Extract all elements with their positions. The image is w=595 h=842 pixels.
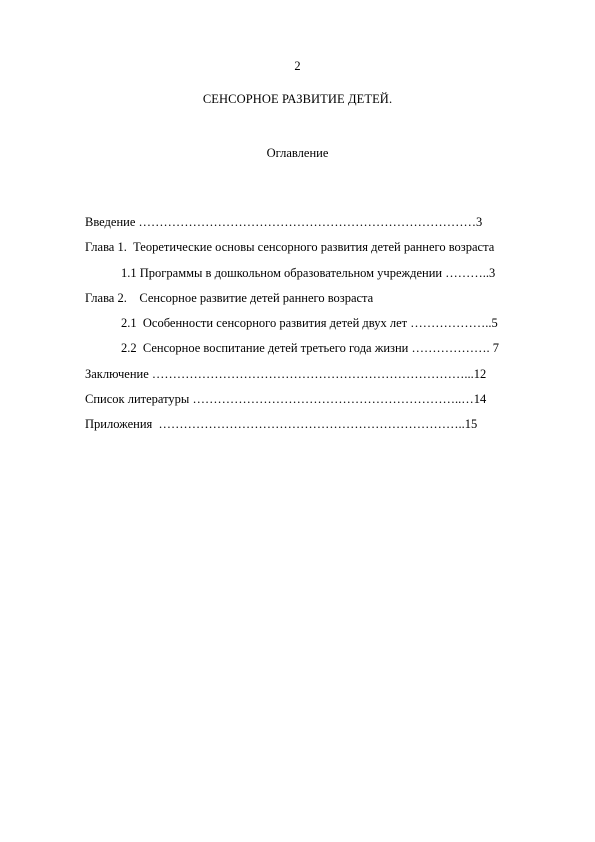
- toc-entry-introduction: Введение ………………………………………………………………………3: [85, 215, 483, 229]
- document-title: СЕНСОРНОЕ РАЗВИТИЕ ДЕТЕЙ.: [202, 92, 393, 106]
- toc-entry-bibliography: Список литературы ………………………………………………………..…14: [85, 392, 487, 407]
- toc-entry-section-2-1: 2.1 Особенности сенсорного развития детей двух лет ………………..5: [121, 316, 498, 331]
- toc-entry-section-2-2: 2.2 Сенсорное воспитание детей третьего года жизни ………………. 7: [121, 341, 499, 356]
- toc-entry-appendices: Приложения ………………………………………………………………..15: [85, 417, 478, 432]
- toc-entry-conclusion: Заключение …………………………………………………………………...12: [85, 366, 487, 381]
- toc-entry-chapter-1: Глава 1. Теоретические основы сенсорного развития детей раннего возраста: [85, 240, 495, 255]
- toc-entry-section-1-1: 1.1 Программы в дошкольном образовательном учреждении ………..3: [121, 265, 496, 280]
- page-number: 2: [294, 59, 301, 73]
- toc-heading: Оглавление: [266, 146, 329, 160]
- toc-entry-chapter-2: Глава 2. Сенсорное развитие детей раннего возраста: [85, 290, 374, 305]
- table-of-contents: [85, 210, 545, 438]
